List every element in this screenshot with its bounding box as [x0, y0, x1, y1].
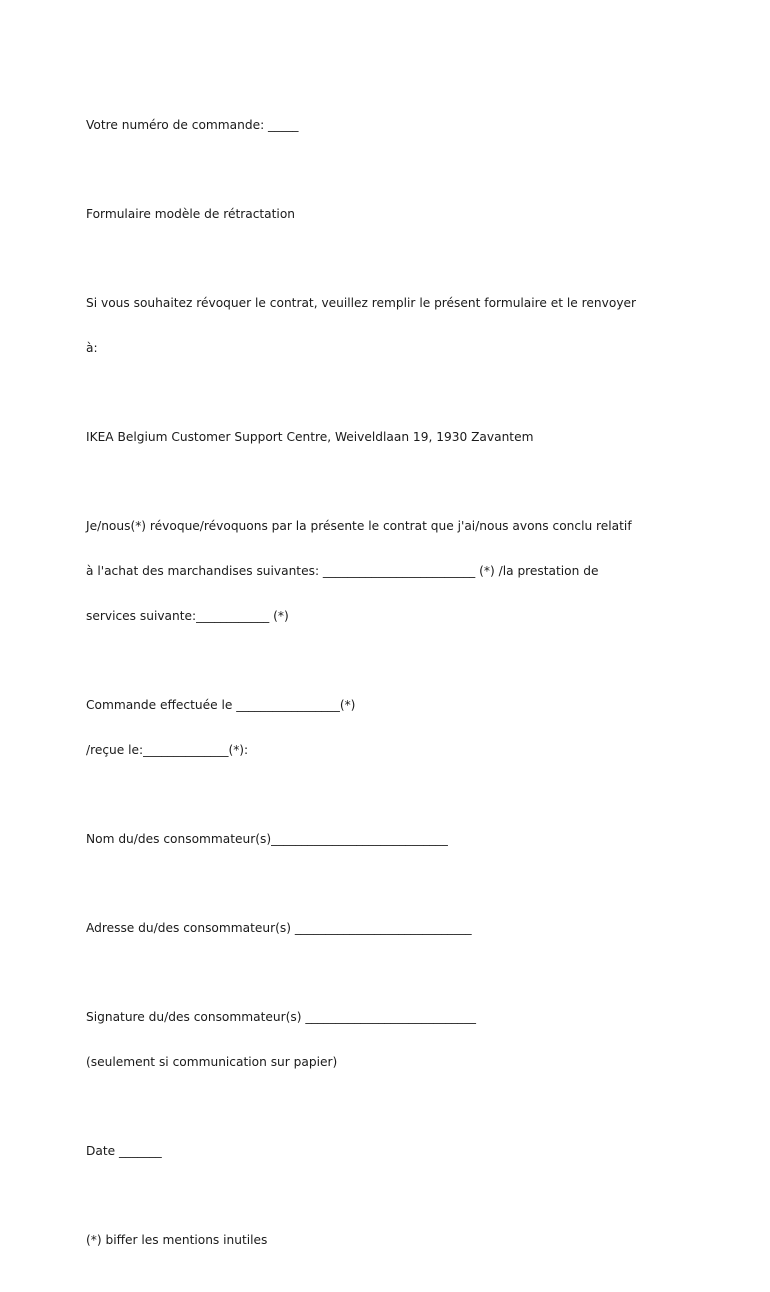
date-line: Date _______: [86, 1144, 162, 1158]
consumer-address-line: Adresse du/des consommateur(s) _____________________________: [86, 921, 472, 935]
ordered-date-line: Commande effectuée le _________________(*): [86, 698, 356, 712]
signature-block: [86, 980, 686, 1100]
return-address: IKEA Belgium Customer Support Centre, Weiveldlaan 19, 1930 Zavantem: [86, 430, 534, 444]
signature-line: Signature du/des consommateur(s) ____________________________: [86, 1010, 476, 1024]
instruction-paragraph: [86, 266, 686, 386]
signature-note: (seulement si communication sur papier): [86, 1055, 338, 1069]
form-title: Formulaire modèle de rétractation: [86, 207, 296, 221]
order-dates: [86, 668, 686, 788]
revocation-line: à l'achat des marchandises suivantes: _________________________ (*) /la prestation de: [86, 564, 599, 578]
footnote: (*) biffer les mentions inutiles: [86, 1233, 268, 1247]
instruction-line: Si vous souhaitez révoquer le contrat, veuillez remplir le présent formulaire et le renvoyer: [86, 296, 637, 310]
withdrawal-form: [86, 88, 686, 1292]
revocation-line: Je/nous(*) révoque/révoquons par la présente le contrat que j'ai/nous avons conclu relatif: [86, 519, 632, 533]
revocation-line: services suivante:____________ (*): [86, 609, 289, 623]
revocation-paragraph: [86, 489, 686, 654]
consumer-name-line: Nom du/des consommateur(s)_____________________________: [86, 832, 448, 846]
received-date-line: /reçue le:______________(*):: [86, 743, 249, 757]
instruction-line: à:: [86, 341, 98, 355]
order-number-line: Votre numéro de commande: _____: [86, 118, 299, 132]
